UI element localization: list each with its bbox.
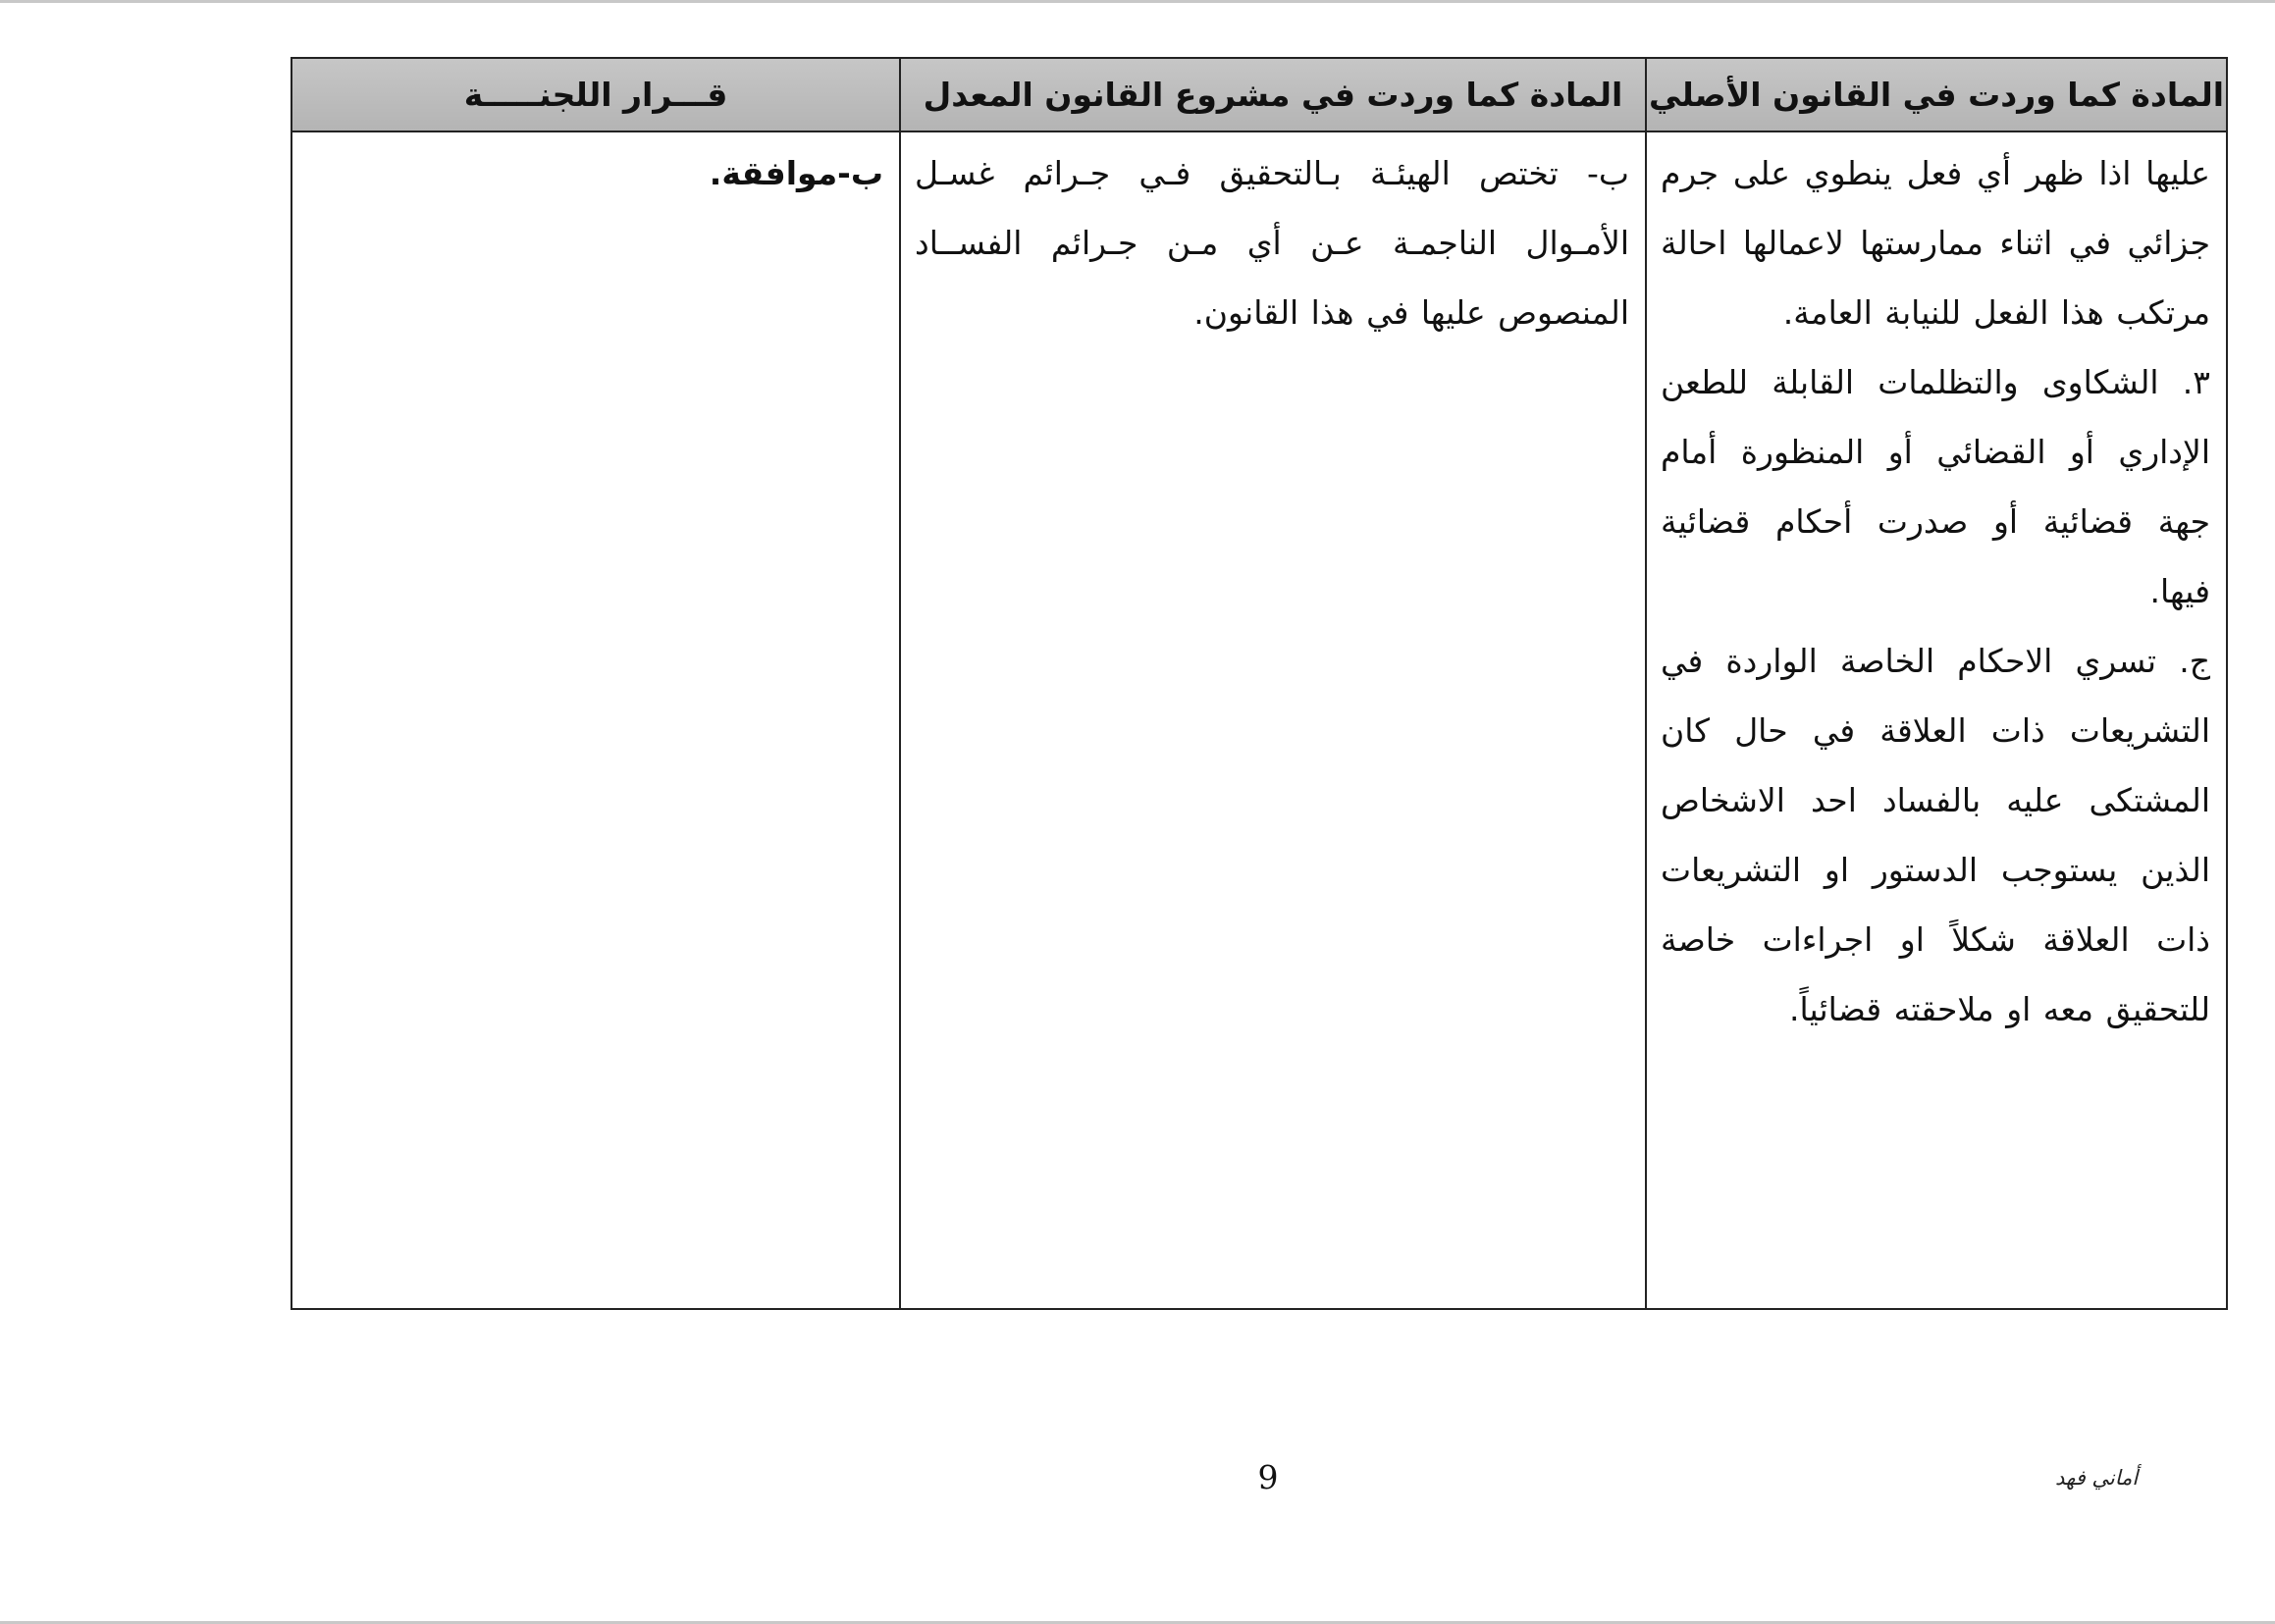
decision-text: ب-موافقة. xyxy=(709,154,883,192)
table-header-row xyxy=(291,58,2227,131)
cell-original-law xyxy=(1646,131,2227,1309)
header-amended-draft: المادة كما وردت في مشروع القانون المعدل xyxy=(900,58,1646,131)
cell-committee-decision xyxy=(291,131,900,1309)
comparison-table xyxy=(291,57,2228,1310)
signature: أماني فهد xyxy=(2055,1466,2139,1490)
page-top-edge xyxy=(0,0,2275,3)
amended-paragraph: ب- تختص الهيئـة بـالتحقيق فـي جـرائم غسـل الأمـوال الناجمـة عـن أي مـن جـرائم الفســاد المنصوص عليها في هذا القانون. xyxy=(915,154,1629,332)
header-committee-decision: قـــرار اللجنـــــة xyxy=(291,58,900,131)
original-paragraph-3: ج. تسري الاحكام الخاصة الواردة في التشريعات ذات العلاقة في حال كان المشتكى عليه بالفساد احد الاشخاص الذين يستوجب الدستور او التشريعات ذات العلاقة شكلاً او اجراءات خاصة للتحقيق معه او ملاحقته قضائياً. xyxy=(1661,642,2210,1028)
header-original-law: المادة كما وردت في القانون الأصلي xyxy=(1646,58,2227,131)
cell-amended-draft xyxy=(900,131,1646,1309)
original-paragraph-1: عليها اذا ظهر أي فعل ينطوي على جرم جزائي في اثناء ممارستها لاعمالها احالة مرتكب هذا الفعل للنيابة العامة. xyxy=(1661,154,2210,332)
page-number: 9 xyxy=(1257,1458,1279,1496)
original-paragraph-2: ٣. الشكاوى والتظلمات القابلة للطعن الإداري أو القضائي أو المنظورة أمام جهة قضائية أو صدرت أحكام قضائية فيها. xyxy=(1661,363,2210,610)
table-row xyxy=(291,131,2227,1309)
